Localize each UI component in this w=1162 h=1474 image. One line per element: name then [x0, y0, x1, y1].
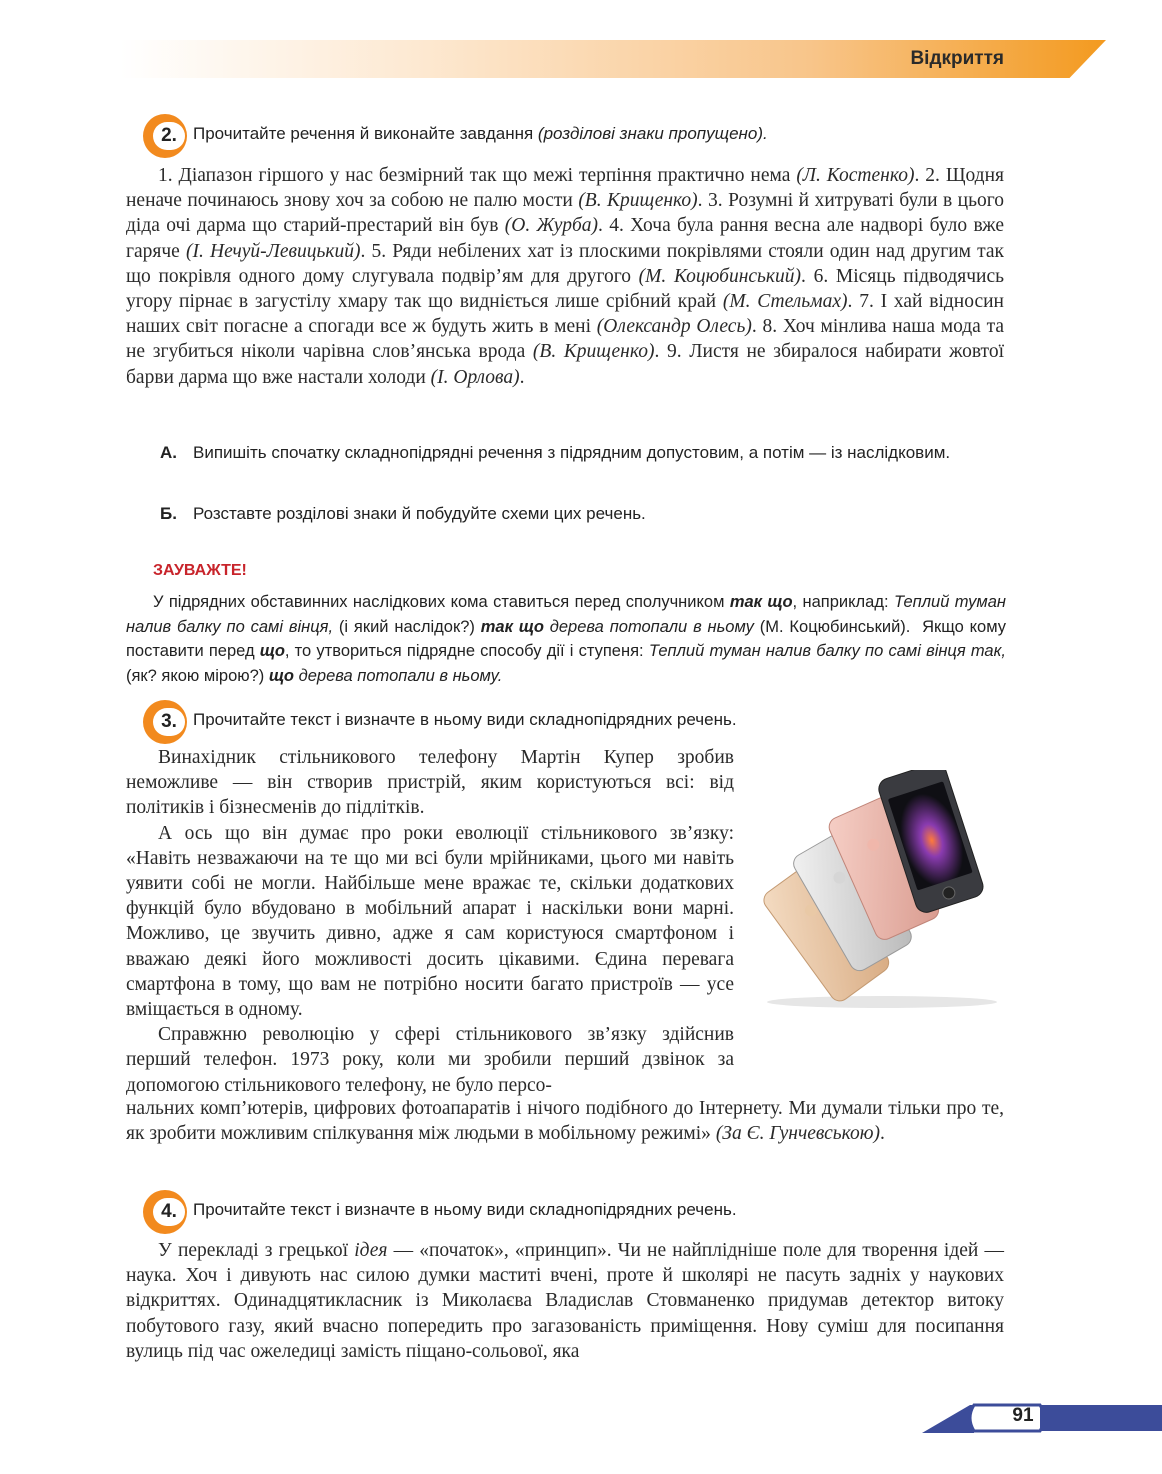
task-3-paragraph-2: А ось що він думає про роки еволюції стільникового зв’язку: «Навіть незважаючи на те що ми всі були мрійниками, цього ми навіть уявити собі не могли. Найбільше мене вражає те, скільки додаткових функцій було вбудовано в мобільний апарат і наскільки вони марні. Можливо, це звучить дивно, адже я сам користуюся смартфоном і вважаю деякі його можливості досить цікавими. Єдина перевага смартфона в тому, що вам не потрібно носити багато пристроїв — усе вміщається в одному.	[126, 822, 734, 1021]
note-body	[126, 590, 1006, 688]
note-title: ЗАУВАЖТЕ!	[153, 562, 247, 579]
task-number: 3.	[153, 708, 185, 736]
task-4-text: У перекладі з грецької ідея — «початок», «принцип». Чи не найплідніше поле для творення ідей — наука. Хоч і дивують нас силою думки маститі вчені, проте й школярі не пасуть задніх у наукових відкриттях. Одинадцятикласник із Миколаєва Владислав Стовманенко придумав детектор витоку побутового газу, який вчасно попередить про загазованість приміщення. Нову суміш для посипання вулиць під час ожеледиці замість піщано-сольової, яка	[126, 1240, 1005, 1362]
task-3-paragraph-1: Винахідник стільникового телефону Мартін Купер зробив неможливе — він створив пристрій, яким користуються всі: від політиків і бізнесменів до підлітків.	[126, 747, 734, 819]
sub-task-text: Розставте розділові знаки й побудуйте схеми цих речень.	[193, 504, 646, 523]
task-number-badge	[143, 700, 187, 744]
page-number: 91	[1012, 1405, 1034, 1426]
task-2-sentences: 1. Діапазон гіршого у нас безмірний так що межі терпіння практично нема (Л. Костенко). 2. Щодня неначе починаюсь знову хоч за собою не палю мости (В. Крищенко). 3. Розумні й хитруваті були в цього діда очі дарма що старий-престарий він був (О. Журба). 4. Хоча була рання весна але надворі було вже гаряче (І. Нечуй-Левицький). 5. Ряди небілених хат із плоскими покрівлями стояли один над другим так що покрівля одного дому слугувала подвір’ям для другого (М. Коцюбинський). 6. Місяць підводячись угору пірнає в загустілу хмару так що видніється лише срібний край (М. Стельмах). 7. І хай відносин наших світ погасне а спогади все ж будуть жить в мені (Олександр Олесь). 8. Хоч мінлива наша мода та не згубиться ніколи чарівна слов’янська врода (В. Крищенко). 9. Листя не збиралося набирати жовтої барви дарма що вже настали холоди (І. Орлова).	[126, 165, 1005, 388]
task-3-paragraph-3: Справжню революцію у сфері стільникового зв’язку здійснив перший телефон. 1973 року, коли ми зробили перший дзвінок за допомогою стільникового телефону, не було персо-	[126, 1024, 734, 1096]
task-instruction: Прочитайте речення й виконайте завдання (розділові знаки пропущено).	[193, 124, 768, 143]
sub-task-text: Випишіть спочатку складнопідрядні речення з підрядним допустовим, а потім — із наслідковим.	[193, 443, 951, 462]
section-title: Відкриття	[910, 48, 1004, 69]
task-2-header	[143, 114, 1023, 154]
task-3-paragraph-3-continued: нальних комп’ютерів, цифрових фотоапаратів і нічого подібного до Інтернету. Ми думали тільки про те, як зробити можливим спілкування між людьми в мобільному режимі» (За Є. Гунчевською).	[126, 1098, 1004, 1145]
task-number-badge	[143, 1190, 187, 1234]
task-4-header	[143, 1190, 1023, 1230]
sub-task-b	[160, 502, 1005, 526]
task-number: 4.	[153, 1198, 185, 1226]
task-instruction: Прочитайте текст і визначте в ньому види складнопідрядних речень.	[193, 710, 737, 729]
task-number: 2.	[153, 122, 185, 150]
note-text: У підрядних обставинних наслідкових кома ставиться перед сполучником так що, наприклад: Теплий туман налив балку по самі вінця, (і який наслідок?) так що дерева потопали в ньому (М. Коцюбинський). Якщо кому поставити перед що, то утвориться підрядне способу дії і ступеня: Теплий туман налив балку по самі вінця так, (як? якою мірою?) що дерева потопали в ньому.	[126, 593, 1006, 685]
sub-task-a	[160, 441, 1005, 465]
smartphones-fan-image	[752, 770, 1002, 1010]
task-instruction: Прочитайте текст і визначте в ньому види складнопідрядних речень.	[193, 1200, 737, 1219]
task-number-badge	[143, 114, 187, 158]
sub-task-letter: Б.	[160, 504, 177, 523]
sub-task-letter: А.	[160, 443, 177, 462]
task-3-text-column	[126, 745, 734, 1098]
task-3-header	[143, 700, 1023, 740]
